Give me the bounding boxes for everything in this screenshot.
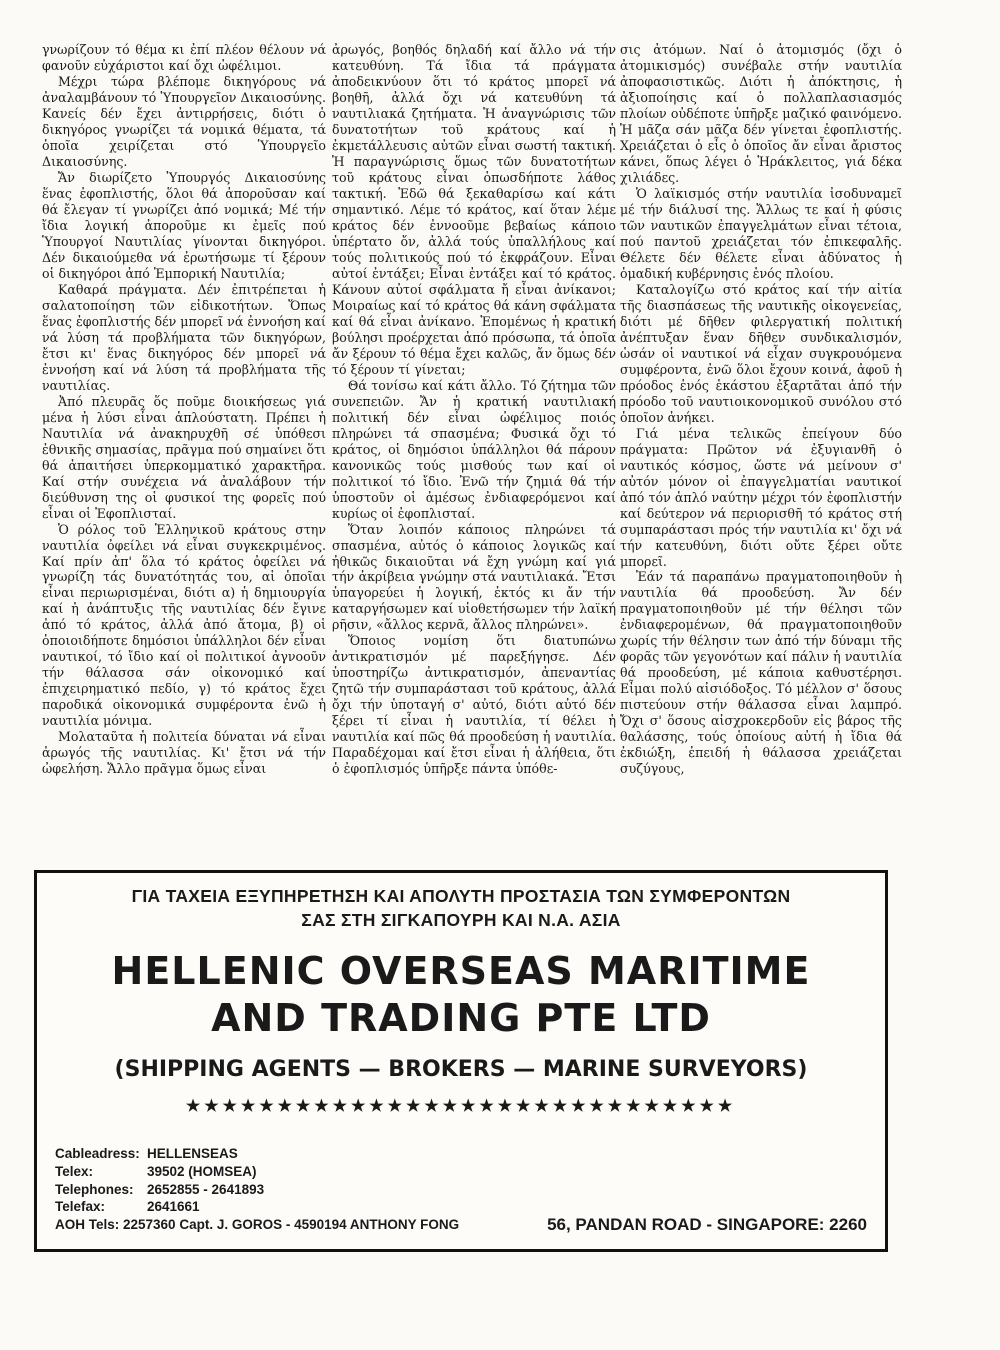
- paragraph: Καταλογίζω στό κράτος καί τήν αἰτία τῆς διασπάσεως τῆς ναυτικῆς οἰκογενείας, διότι μέ δῆθεν φιλεργατική πολιτική ἀνέπτυξαν ἕναν δῆθεν συνδικαλισμόν, ὡσάν οἱ ναυτικοί νά εἶχαν συγκρουόμενα συμφέροντα, ἐνῶ ὅλοι ἔχουν κοινά, ἀφοῦ ἡ πρόοδος ἑνός ἑκάστου ἐξαρτᾶται ἀπό τήν πρόοδο τοῦ ναυτιοικονομικοῦ συνόλου στό ὁποῖον ἀνήκει.: [620, 281, 902, 425]
- advertisement-box: [34, 870, 888, 1252]
- paragraph: Ὁ ρόλος τοῦ Ἑλληνικοῦ κράτους στην ναυτιλία ὀφείλει νά εἶναι συγκεκριμένος. Καί πρίν ἀπ' ὅλα τό κράτος ὀφείλει νά γνωρίζη τάς δυνατότητάς του, αἱ ὁποῖαι εἶναι περιωρισμέναι, διότι α) ἡ δημιουργία καί ἡ ἀνάπτυξις τῆς ναυτιλίας δέν ἔγινε ἀπό τό κράτος, ἀλλά ἀπό ἄτομα, β) οἱ ὁποιοιδήποτε δημόσιοι ὑπάλληλοι δέν εἶναι ναυτικοί, τό ἴδιο καί οἱ πολιτικοί ἀγνοοῦν τήν θάλασσα σάν οἰκονομικό καί ἐπιχειρηματικό πεδίο, γ) τό κράτος ἔχει παροδικά οἰκονομικά συμφέροντα ἐνῶ ἡ ναυτιλία μόνιμα.: [42, 521, 326, 729]
- company-address: 56, PANDAN ROAD - SINGAPORE: 2260: [547, 1215, 867, 1234]
- paragraph: Ὅταν λοιπόν κάποιος πληρώνει τά σπασμένα, αὐτός ὁ κάποιος λογικῶς καί ἠθικῶς δικαιοῦται νά ἔχη γνώμη καί γιά τήν ἀκρίβεια γνώμην στά ναυτιλιακά. Ἔτσι ὑπαγορεύει ἡ λογική, ἐκτός κι ἄν τήν καταργήσωμεν καί υἱοθετήσωμεν τήν λαϊκή ρῆσιν, «ἄλλος κερνᾶ, ἄλλος πληρώνει».: [332, 521, 616, 633]
- star-divider: ★★★★★★★★★★★★★★★★★★★★★★★★★★★★★★: [185, 1097, 737, 1115]
- paragraph: Μέχρι τώρα βλέπομε δικηγόρους νά ἀναλαμβάνουν τό Ὑπουργεῖον Δικαιοσύνης. Κανείς δέν ἔχει ἀντιρρήσεις, διότι ὁ δικηγόρος γνωρίζει τά νομικά θέματα, τά ὁποῖα χειρίζεται στό Ὑπουργεῖο Δικαιοσύνης.: [42, 73, 326, 169]
- contact-telephones: Telephones: 2652855 - 2641893: [55, 1181, 265, 1197]
- paragraph: Ἄν διωρίζετο Ὑπουργός Δικαιοσύνης ἕνας ἐφοπλιστής, ὅλοι θά ἀποροῦσαν καί θά ἔλεγαν τί γνωρίζει ἀπό νομικά; Μέ τήν ἴδια λογική ἀποροῦμε κι ἐμεῖς πού Ὑπουργοί Ναυτιλίας γίνονται δικηγόροι. Δέν δικαιούμεθα νά ἐρωτήσωμε τί ξέρουν οἱ δικηγόροι ἀπό Ἐμπορική Ναυτιλία;: [42, 169, 326, 281]
- paragraph: Γιά μένα τελικῶς ἐπείγουν δύο πράγματα: Πρῶτον νά ἐξυγιανθῆ ὁ ναυτικός κόσμος, ὥστε νά μείνουν σ' αὐτόν μόνον οἱ ἐπαγγελματίαι ναυτικοί ἀπό τόν ἁπλό ναύτην μέχρι τόν ἐφοπλιστήν καί δεύτερον νά περιορισθῆ τό κράτος στή συμπαράστασι πρός τήν ναυτιλία κι' ὄχι νά τήν κατευθύνη, διότι οὔτε ξέρει οὔτε μπορεῖ.: [620, 425, 902, 569]
- text-column-3: [620, 42, 902, 864]
- paragraph: Ὁ λαϊκισμός στήν ναυτιλία ἰσοδυναμεῖ μέ τήν διάλυσί της. Ἄλλως τε καί ἡ φύσις τῶν ναυτικῶν ἐπαγγελμάτων εἶναι τέτοια, πού παντοῦ χρειάζεται τόν ἐπικεφαλῆς. Θέλετε δέν θέλετε εἶναι ἀδύνατος ἡ ὁμαδική κυβέρνησις ἑνός πλοίου.: [620, 185, 902, 281]
- paragraph: ἀρωγός, βοηθός δηλαδή καί ἄλλο νά τήν κατευθύνη. Τά ἴδια τά πράγματα ἀποδεικνύουν ὅτι τό κράτος μπορεῖ νά βοηθῆ, ἀλλά ὄχι νά κατευθύνη τά ναυτιλιακά ζητήματα. Ἡ ἀναγνώρισις τῶν δυνατοτήτων τοῦ κράτους καί ἡ ἐκμετάλλευσις αὐτῶν εἶναι σωστή τακτική. Ἡ παραγνώρισις ὅμως τῶν δυνατοτήτων τοῦ κράτους εἶναι ὁπωσδήποτε λάθος τακτική. Ἐδῶ θά ξεκαθαρίσω καί κάτι σημαντικό. Λέμε τό κράτος, καί ὅταν λέμε κράτος δέν ἐννοοῦμε βεβαίως κάποιο ὑπέρτατο ὄν, ἀλλά τούς ὑπαλλήλους καί τούς πολιτικούς πού τό ἐκφράζουν. Εἶναι αὐτοί ἐντάξει; Εἶναι ἐντάξει καί τό κράτος. Κάνουν αὐτοί σφάλματα ἤ εἶναι ἀνίκανοι; Μοιραίως καί τό κράτος θά κάνη σφάλματα καί θά εἶναι ἀνίκανο. Ἑπομένως ἡ κρατική βούλησι προέρχεται ἀπό πρόσωπα, τά ὁποῖα ἄν ξέρουν τό θέμα ἔχει καλῶς, ἄν ὅμως δέν τό ξέρουν τί γίνεται;: [332, 42, 616, 377]
- paragraph: Ἐάν τά παραπάνω πραγματοποιηθοῦν ἡ ναυτιλία θά προοδεύση. Ἄν δέν πραγματοποιηθοῦν μέ τήν θέλησι τῶν ἐνδιαφερομένων, θά πραγματοποιηθοῦν χωρίς τήν θέλησιν των ἀπό τήν δύναμι τῆς φορᾶς τῶν γεγονότων καί πάλιν ἡ ναυτιλία θά προοδεύση, μέ κάποια καθυστέρησι. Εἶμαι πολύ αἰσιόδοξος. Τό μέλλον σ' ὅσους πιστεύουν στήν θάλασσα εἶναι λαμπρό. Ὄχι σ' ὅσους αἰσχροκερδοῦν εἰς βάρος τῆς θαλάσσης, τούς ὁποίους αὐτή ἡ ἴδια θά ἐκδιώξη, ἐπειδή ἡ θάλασσα χρειάζεται συζύγους,: [620, 569, 902, 777]
- contact-telex: Telex: 39502 (HOMSEA): [55, 1163, 257, 1179]
- paragraph: σις ἀτόμων. Ναί ὁ ἀτομισμός (ὄχι ὁ ἀτομικισμός) συνέβαλε στήν ναυτιλία ἀποφασιστικῶς. Διότι ἡ ἀπόκτησις, ἡ ἀξιοποίησις καί ὁ πολλαπλασιασμός πλοίων οὐδέποτε ὑπῆρξε μαζικό φαινόμενο. Ἡ μᾶζα σάν μᾶζα δέν γίνεται ἐφοπλιστής. Χρειάζεται ὁ εἷς ὁ ὁποῖος ἄν εἶναι ἄριστος κάνει, ὅπως λέγει ὁ Ἡράκλειτος, γιά δέκα χιλιάδες.: [620, 42, 902, 185]
- paragraph: Μολαταῦτα ἡ πολιτεία δύναται νά εἶναι ἀρωγός τῆς ναυτιλίας. Κι' ἔτσι νά τήν ὠφελήση. Ἄλλο πρᾶγμα ὅμως εἶναι: [42, 729, 326, 777]
- contact-cable: Cableadress: HELLENSEAS: [55, 1146, 238, 1161]
- contact-aoh: AOH Tels: 2257360 Capt. J. GOROS - 4590194 ANTHONY FONG: [55, 1217, 460, 1233]
- text-column-2: [332, 42, 616, 864]
- company-name-line2: AND TRADING PTE LTD: [211, 995, 711, 1040]
- text-column-1: [42, 42, 326, 864]
- paragraph: Ἀπό πλευρᾶς ὅς ποῦμε διοικήσεως γιά μένα ἡ λύσι εἶναι ἁπλούστατη. Πρέπει ἡ Ναυτιλία νά ἀνακηρυχθῆ σέ ὑπόθεσι ἐθνικῆς σημασίας, πρᾶγμα πού σημαίνει ὅτι θά ἀπαιτήσει ὑπερκομματικό χαρακτῆρα. Καί στήν συνέχεια νά ἀναλάβουν τήν διεύθυνση της οἱ φυσικοί της φορεῖς πού εἶναι οἱ Ἐφοπλισταί.: [42, 393, 326, 521]
- paragraph: Θά τονίσω καί κάτι ἄλλο. Τό ζήτημα τῶν συνεπειῶν. Ἄν ἡ κρατική ναυτιλιακή πολιτική δέν εἶναι ὠφέλιμος ποιός πληρώνει τά σπασμένα; Φυσικά ὄχι τό κράτος, οἱ δημόσιοι ὑπάλληλοι θά πάρουν κανονικῶς τούς μισθούς των καί οἱ πολιτικοί τό ἴδιο. Ἐνῶ τήν ζημιά θά τήν ὑποστοῦν οἱ ἀμέσως ἐνδιαφερόμενοι καί κυρίως οἱ ἐφοπλισταί.: [332, 377, 616, 521]
- company-name-line1: HELLENIC OVERSEAS MARITIME: [111, 949, 811, 994]
- contact-telefax: Telefax: 2641661: [55, 1199, 200, 1215]
- services-line: (SHIPPING AGENTS — BROKERS — MARINE SURVEYORS): [114, 1056, 808, 1082]
- ad-greek-headline: ΓΙΑ ΤΑΧΕΙΑ ΕΞΥΠΗΡΕΤΗΣΗ ΚΑΙ ΑΠΟΛΥΤΗ ΠΡΟΣΤΑΣΙΑ ΤΩΝ ΣΥΜΦΕΡΟΝΤΩΝ: [131, 886, 791, 906]
- paragraph: Καθαρά πράγματα. Δέν ἐπιτρέπεται ἡ σαλατοποίηση τῶν εἰδικοτήτων. Ὅπως ἕνας ἐφοπλιστής δέν μπορεῖ νά ἐννοήση καί νά λύση τά προβλήματα τῶν δικηγόρων, ἔτσι κι' ἕνας δικηγόρος δέν μπορεῖ νά ἐννοήση καί νά λύση τά προβλήματα τῆς ναυτιλίας.: [42, 281, 326, 393]
- paragraph: Ὅποιος νομίση ὅτι διατυπώνω ἀντικρατισμόν μέ παρεξήγησε. Δέν ὑποστηρίζω ἀντικρατισμόν, ἀπεναντίας ζητῶ τήν συμπαράστασι τοῦ κράτους, ἀλλά ὄχι τήν ὑποταγή σ' αὐτό, διότι αὐτό δέν ξέρει τί εἶναι ἡ ναυτιλία, τί θέλει ἡ ναυτιλία καί πῶς θά προοδεύση ἡ ναυτιλία. Παραδέχομαι καί ἔτσι εἶναι ἡ ἀλήθεια, ὅτι ὁ ἐφοπλισμός ὑπῆρξε πάντα ὑπόθε-: [332, 633, 616, 777]
- contact-block: [55, 1145, 459, 1234]
- ad-greek-subheadline: ΣΑΣ ΣΤΗ ΣΙΓΚΑΠΟΥΡΗ ΚΑΙ Ν.Α. ΑΣΙΑ: [301, 909, 621, 930]
- paragraph: γνωρίζουν τό θέμα κι ἐπί πλέον θέλουν νά φανοῦν εὐχάριστοι καί ὄχι ὠφέλιμοι.: [42, 42, 326, 73]
